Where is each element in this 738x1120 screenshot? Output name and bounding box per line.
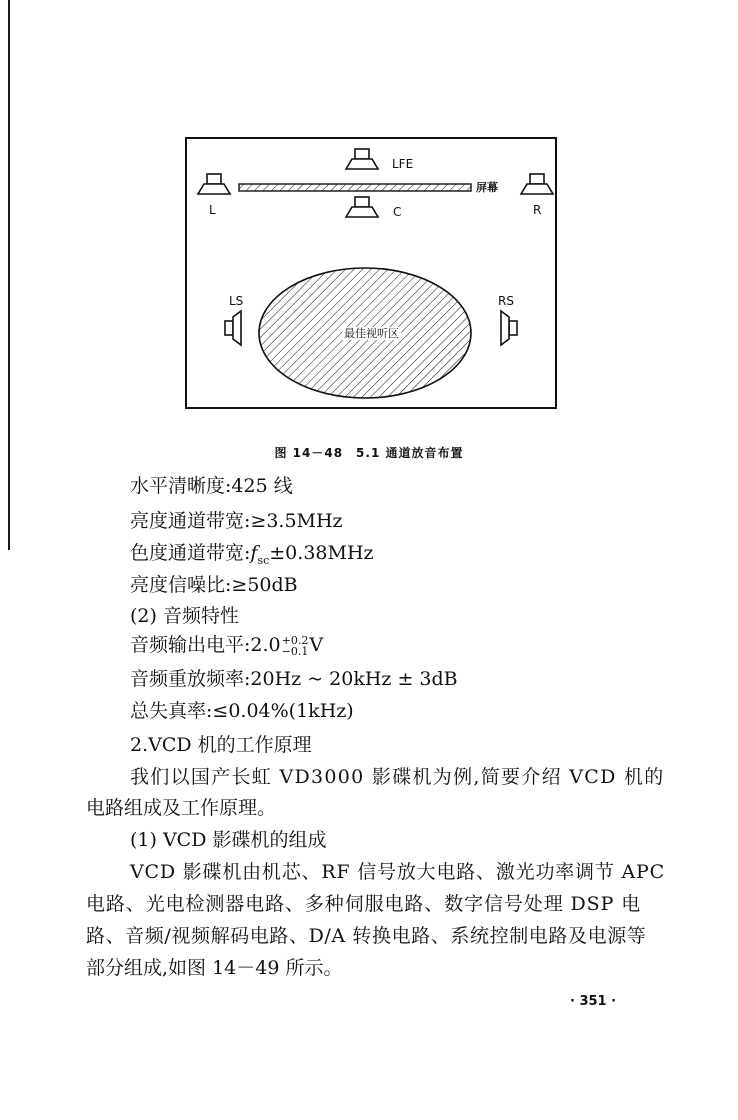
left-surround-label: LS <box>229 294 244 308</box>
page-number: · 351 · <box>570 994 617 1009</box>
chroma-bandwidth-line <box>130 541 374 573</box>
audio-heading: (2) 音频特性 <box>130 605 239 627</box>
audio-level-tolerance <box>282 635 309 657</box>
right-surround-speaker-icon <box>501 311 517 345</box>
subsection-1-heading: (1) VCD 影碟机的组成 <box>130 829 327 851</box>
screen-bar <box>239 184 471 191</box>
audio-level-lower: −0.1 <box>281 645 309 658</box>
paragraph-2-line-4: 部分组成,如图 14－49 所示。 <box>86 957 343 979</box>
horizontal-resolution-line: 水平清晰度:425 线 <box>130 475 293 497</box>
left-surround-speaker-icon <box>225 311 241 345</box>
right-surround-label: RS <box>498 294 514 308</box>
paragraph-2-line-2: 电路、光电检测器电路、多种伺服电路、数字信号处理 DSP 电 <box>86 893 642 915</box>
chroma-f-subscript: sc <box>257 553 270 567</box>
listening-zone-label: 最佳视听区 <box>344 327 399 340</box>
audio-level-unit: V <box>309 634 324 656</box>
chroma-f-symbol: f <box>250 542 258 564</box>
speaker-layout-figure <box>185 137 557 409</box>
luma-snr-line: 亮度信噪比:≥50dB <box>130 574 298 596</box>
frequency-response-line: 音频重放频率:20Hz ~ 20kHz ± 3dB <box>130 668 458 690</box>
page-margin-line <box>8 0 10 550</box>
speaker-diagram <box>187 139 555 407</box>
section-2-heading: 2.VCD 机的工作原理 <box>130 734 312 756</box>
paragraph-2-line-1: VCD 影碟机由机芯、RF 信号放大电路、激光功率调节 APC <box>130 861 665 883</box>
thd-line: 总失真率:≤0.04%(1kHz) <box>130 700 354 722</box>
audio-level-upper: +0.2 <box>281 634 309 647</box>
screen-label: 屏幕 <box>476 181 498 194</box>
audio-level-prefix: 音频输出电平:2.0 <box>130 634 281 656</box>
paragraph-2-line-3: 路、音频/视频解码电路、D/A 转换电路、系统控制电路及电源等 <box>86 925 647 947</box>
figure-caption: 图 14－48 5.1 通道放音布置 <box>274 446 464 460</box>
luma-bandwidth-line: 亮度通道带宽:≥3.5MHz <box>130 510 343 532</box>
paragraph-1-line-1: 我们以国产长虹 VD3000 影碟机为例,简要介绍 VCD 机的 <box>130 766 665 788</box>
left-speaker-icon <box>198 174 230 194</box>
lfe-label: LFE <box>392 157 414 171</box>
center-label: C <box>393 205 402 219</box>
paragraph-1-line-2: 电路组成及工作原理。 <box>86 797 277 819</box>
chroma-bandwidth-suffix: ±0.38MHz <box>269 542 374 564</box>
lfe-speaker-icon <box>346 149 378 169</box>
chroma-bandwidth-prefix: 色度通道带宽: <box>130 542 251 564</box>
left-label: L <box>209 203 216 217</box>
center-speaker-icon <box>346 197 378 217</box>
audio-output-level-line <box>130 633 323 657</box>
right-label: R <box>533 203 542 217</box>
right-speaker-icon <box>521 174 553 194</box>
